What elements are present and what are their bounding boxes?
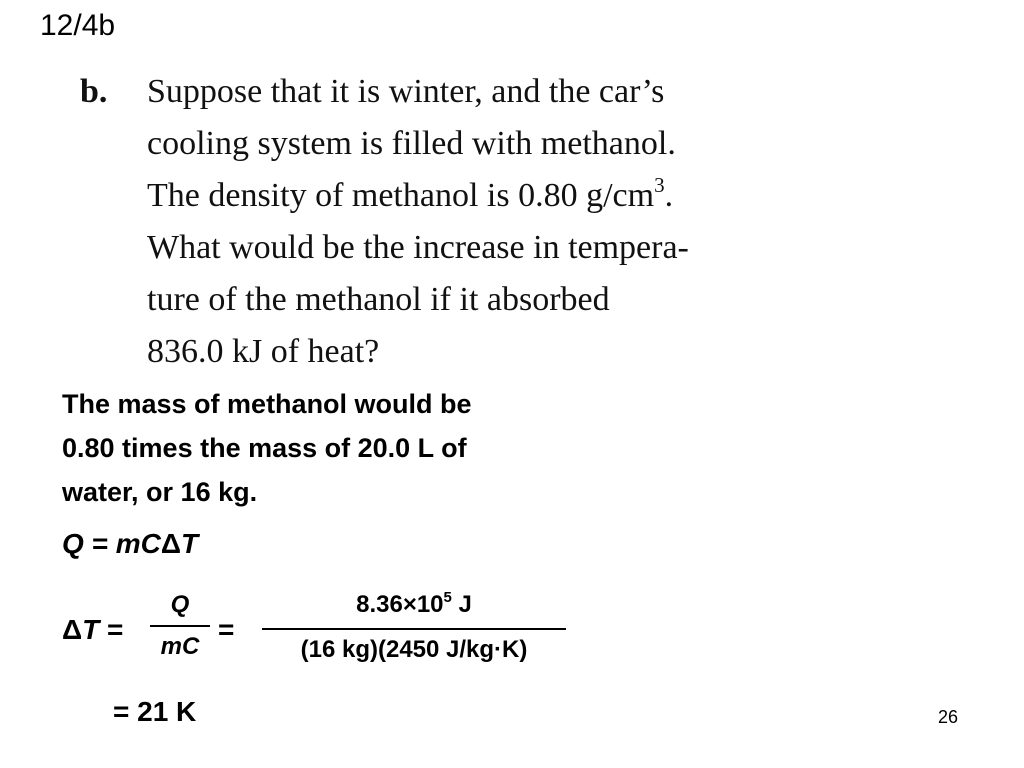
eq2-equals-second: = <box>218 614 235 645</box>
fraction-numerator <box>262 588 566 625</box>
fraction-denominator: mC <box>160 633 200 660</box>
fraction-bar <box>150 625 210 627</box>
heat-value: 8.36×10 <box>356 591 444 618</box>
solution-line: The mass of methanol would be <box>62 389 472 419</box>
problem-line: ture of the methanol if it absorbed <box>147 281 610 318</box>
fraction-q-over-mc <box>150 588 210 664</box>
heat-exponent: 5 <box>443 589 452 606</box>
eq2-delta-symbol: Δ <box>62 614 83 645</box>
fraction-numeric <box>262 588 566 667</box>
problem-letter: b. <box>80 73 108 110</box>
heat-equation <box>62 524 198 564</box>
slide-label: 12/4b <box>40 9 116 42</box>
heat-unit: J <box>451 591 472 618</box>
problem-line: 836.0 kJ of heat? <box>147 333 380 370</box>
fraction-denominator: (16 kg)(2450 J/kg·K) <box>300 636 528 663</box>
problem-line: What would be the increase in tempera- <box>147 229 689 266</box>
eq-q-symbol: Q <box>62 528 84 559</box>
eq2-t-symbol: T <box>82 614 100 645</box>
solution-line: water, or 16 kg. <box>62 477 258 507</box>
eq-t-symbol: T <box>180 528 199 559</box>
problem-line: Suppose that it is winter, and the car’s <box>147 73 665 110</box>
problem-line <box>147 170 689 222</box>
density-exponent: 3 <box>654 173 665 197</box>
delta-t-lhs <box>62 610 123 650</box>
result-equation: = 21 K <box>113 696 197 727</box>
density-line-end: . <box>664 177 674 214</box>
fraction-numerator: Q <box>170 591 190 618</box>
solution-text <box>62 382 472 514</box>
problem-line: cooling system is filled with methanol. <box>147 125 676 162</box>
page-number: 26 <box>938 707 959 727</box>
delta-t-equation <box>62 588 582 678</box>
fraction-bar <box>262 628 566 630</box>
density-text: The density of methanol is 0.80 g/cm <box>147 177 655 214</box>
problem-text <box>147 66 689 378</box>
solution-line: 0.80 times the mass of 20.0 L of <box>62 433 467 463</box>
eq-delta-symbol: Δ <box>160 528 181 559</box>
eq2-equals: = <box>99 614 124 645</box>
eq-mc-symbols: = mC <box>83 528 161 559</box>
